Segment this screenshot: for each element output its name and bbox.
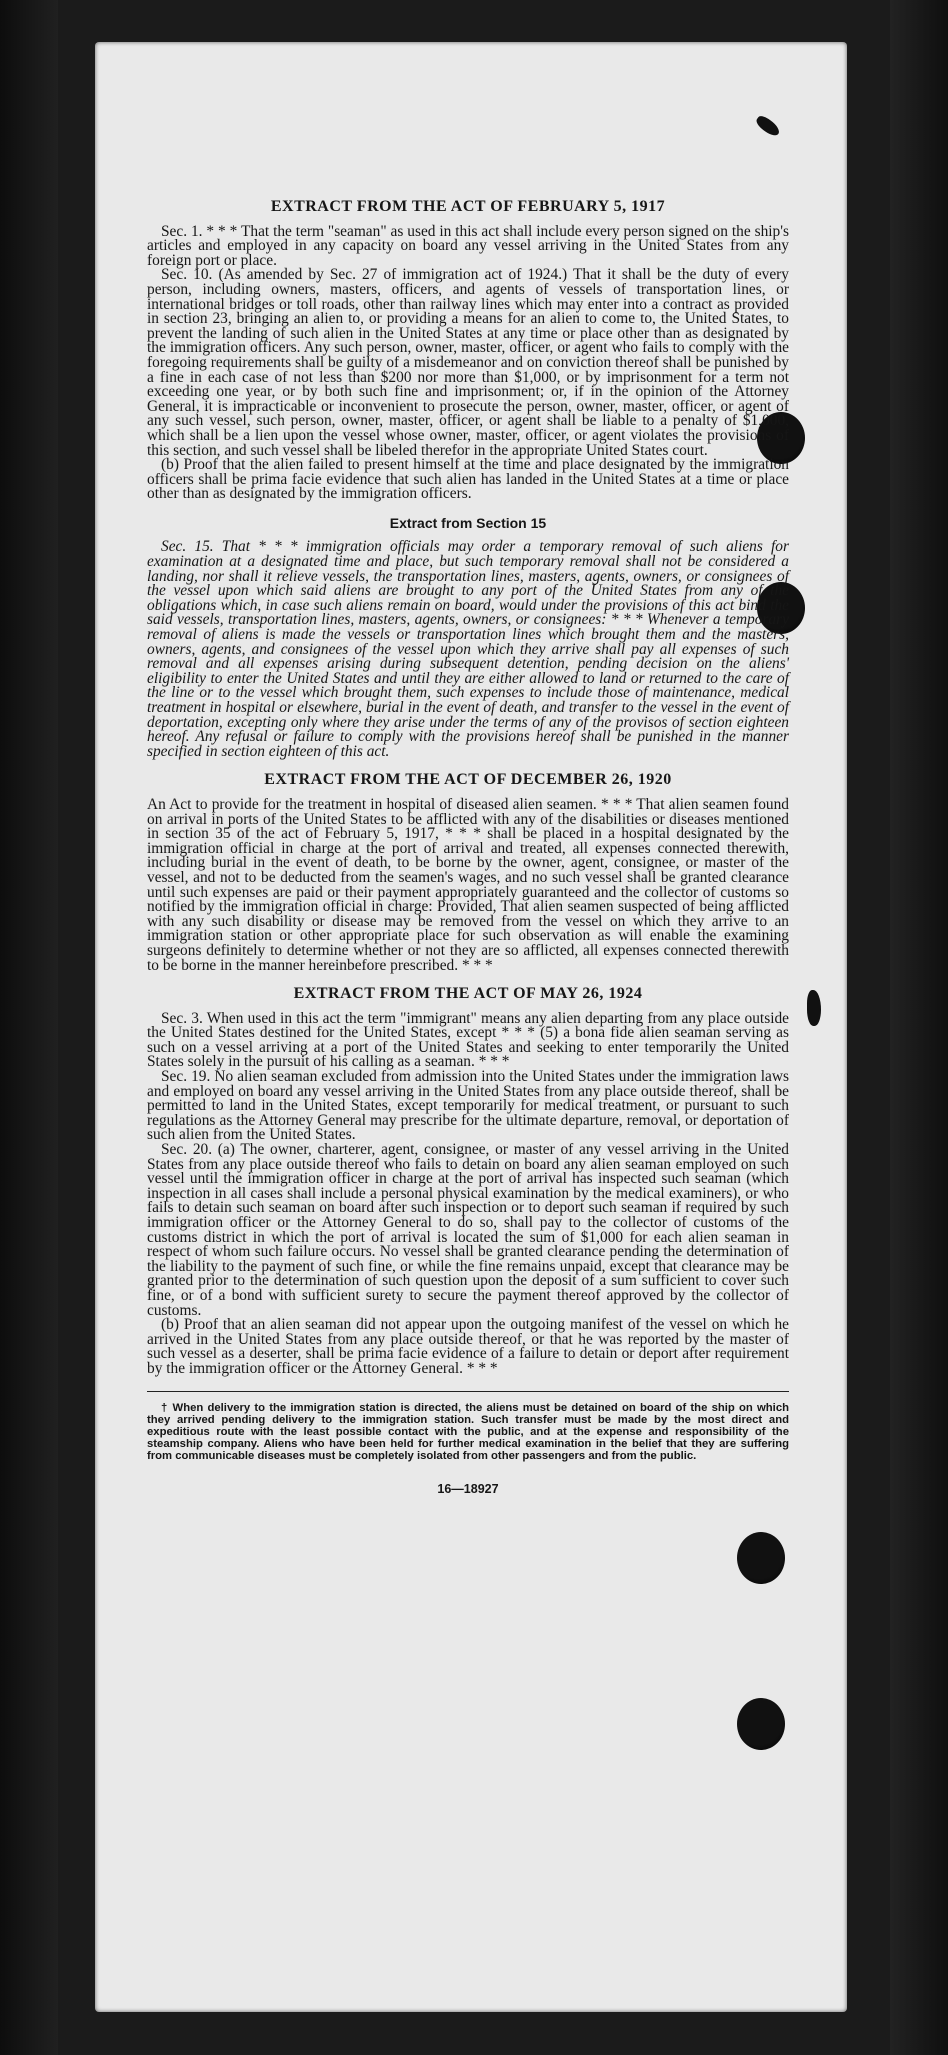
section-3: Sec. 3. When used in this act the term "immigrant" means any alien departing from any place outside the United States destined for the United States, except * * * (5) a bona fide alien seaman serving as such on a vessel arriving at a port of the United States and seeking to enter temporarily the United States solely in the pursuit of his calling as a seaman. * * * — [147, 1009, 789, 1071]
document-page — [95, 42, 847, 2012]
heading-act-1920: EXTRACT FROM THE ACT OF DECEMBER 26, 1920 — [264, 771, 672, 789]
section-10: Sec. 10. (As amended by Sec. 27 of immigration act of 1924.) That it shall be the duty of every person, including owners, masters, officers, and agents of vessels of transportation lines, or international bridges or toll roads, other than railway lines which may enter into a contract as provided in section 23, bringing an alien to, or providing a means for an alien to come to, the United States, to prevent the landing of such alien in the United States at any time or place other than as designated by the immigration officers. Any such person, owner, master, officer, or agent who fails to comply with the foregoing requirements shall be guilty of a misdemeanor and on conviction thereof shall be punished by a fine in each case of not less than $200 nor more than $1,000, or by imprisonment for a term not exceeding one year, or by both such fine and imprisonment; or, if in the opinion of the Attorney General, it is impracticable or inconvenient to prosecute the person, owner, master, officer, or agent of any such vessel, such person, owner, master, officer, or agent shall be liable to a penalty of $1,000, which shall be a lien upon the vessel whose owner, master, officer, or agent violates the provisions of this section, and such vessel shall be libeled therefor in the appropriate United States court. — [147, 266, 789, 459]
ink-blot — [807, 990, 821, 1026]
section-15-block — [147, 540, 789, 759]
section-10-b: (b) Proof that the alien failed to present himself at the time and place designated by the immigration officers shall be prima facie evidence that such alien has landed in the United States at a time or place other than as designated by the immigration officers. — [147, 456, 789, 503]
section-20: Sec. 20. (a) The owner, charterer, agent, consignee, or master of any vessel arriving in the United States from any place outside thereof who fails to detain on board any alien seaman employed on such vessel until the immigration officer in charge at the port of arrival has inspected such seaman (which inspection in all cases shall include a personal physical examination by the medical examiners), or who fails to detain such seaman on board after such inspection or to deport such seaman if required by such immigration officer or the Attorney General to do so, shall pay to the collector of customs of the customs district in which the port of arrival is located the sum of $1,000 for each alien seaman in respect of whom such failure occurs. No vessel shall be granted clearance pending the determination of the liability to the payment of such fine, or while the fine remains unpaid, except that clearance may be granted prior to the determination of such question upon the deposit of a sum sufficient to cover such fine, or of a bond with sufficient surety to secure the payment thereof approved by the collector of customs. — [147, 1141, 789, 1319]
ink-blot — [754, 114, 782, 139]
scan-border-left — [0, 0, 58, 2055]
punch-hole — [737, 1698, 785, 1750]
heading-act-1917: EXTRACT FROM THE ACT OF FEBRUARY 5, 1917 — [270, 198, 666, 215]
act-1920-text: An Act to provide for the treatment in hospital of diseased alien seamen. * * * That alien seamen found on arrival in ports of the United States to be afflicted with any of the disabilities or diseases mentioned in section 35 of the act of February 5, 1917, * * * shall be placed in a hospital designated by the immigration official in charge at the port of arrival and treated, all expenses connected therewith, including burial in the event of death, to be borne by the owner, agent, consignee, or master of the vessel, and not to be deducted from the seamen's wages, and no such vessel shall be granted clearance until such expenses are paid or their payment appropriately guaranteed and the collector of customs so notified by the immigration official in charge: Provided, That alien seamen suspected of being afflicted with any such disability or disease may be removed from the vessel on which they arrive to an immigration station or other appropriate place for such observation as will enable the examining surgeons definitely to determine whether or not they are so afflicted, all expenses connected therewith to be borne in the manner hereinbefore prescribed. * * * — [147, 795, 789, 974]
section-15: Sec. 15. That * * * immigration officials may order a temporary removal of such aliens for examination at a designated time and place, but such temporary removal shall not be considered a landing, nor shall it relieve vessels, the transportation lines, masters, agents, owners, or consignees of the vessel upon which said aliens are brought to any port of the United States from any of the obligations which, in case such aliens remain on board, would under the provisions of this act bind the said vessels, transportation lines, masters, agents, owners, or consignees: * * * Whenever a temporary removal of aliens is made the vessels or transportation lines which brought them and the masters, owners, agents, and consignees of the vessel upon which they arrive shall pay all expenses of such removal and all expenses arising during subsequent detention, pending decision on the aliens' eligibility to enter the United States and until they are either allowed to land or returned to the care of the line or to the vessel which brought them, such expenses to include those of maintenance, medical treatment in hospital or elsewhere, burial in the event of death, and transfer to the vessel in the event of deportation, excepting only where they arise under the terms of any of the provisos of section eighteen hereof. Any refusal or failure to comply with the provisions hereof shall be punished in the manner specified in section eighteen of this act. — [147, 538, 789, 760]
footnote-divider — [147, 1391, 789, 1392]
scan-border-right — [890, 0, 948, 2055]
heading-act-1924: EXTRACT FROM THE ACT OF MAY 26, 1924 — [293, 985, 643, 1003]
subheading-section-15: Extract from Section 15 — [389, 514, 547, 531]
section-1: Sec. 1. * * * That the term "seaman" as used in this act shall include every person signed on the ship's articles and employed in any capacity on board any vessel arriving in the United States from any foreign port or place. — [147, 222, 789, 269]
punch-hole — [737, 1532, 785, 1584]
document-body — [147, 190, 789, 1496]
form-number: 16—18927 — [437, 1481, 499, 1496]
section-19: Sec. 19. No alien seaman excluded from admission into the United States under the immigration laws and employed on board any vessel arriving in the United States from any place outside thereof, shall be permitted to land in the United States, except temporarily for medical treatment, or pursuant to such regulations as the Attorney General may prescribe for the ultimate departure, removal, or deportation of such alien from the United States. — [147, 1068, 789, 1144]
section-20-b: (b) Proof that an alien seaman did not appear upon the outgoing manifest of the vessel on which he arrived in the United States from any place outside thereof, or that he was reported by the master of such vessel as a deserter, shall be prima facie evidence of a failure to detain or deport after requirement by the immigration officer or the Attorney General. * * * — [147, 1316, 789, 1377]
footnote: † When delivery to the immigration station is directed, the aliens must be detained on board of the ship on which they arrived pending delivery to the immigration station. Such transfer must be made by the most direct and expeditious route with the least possible contact with the public, and at the expense and responsibility of the steamship company. Aliens who have been held for further medical examination in the belief that they are suffering from communicable diseases must be completely isolated from other passengers and from the public. — [147, 1401, 789, 1462]
